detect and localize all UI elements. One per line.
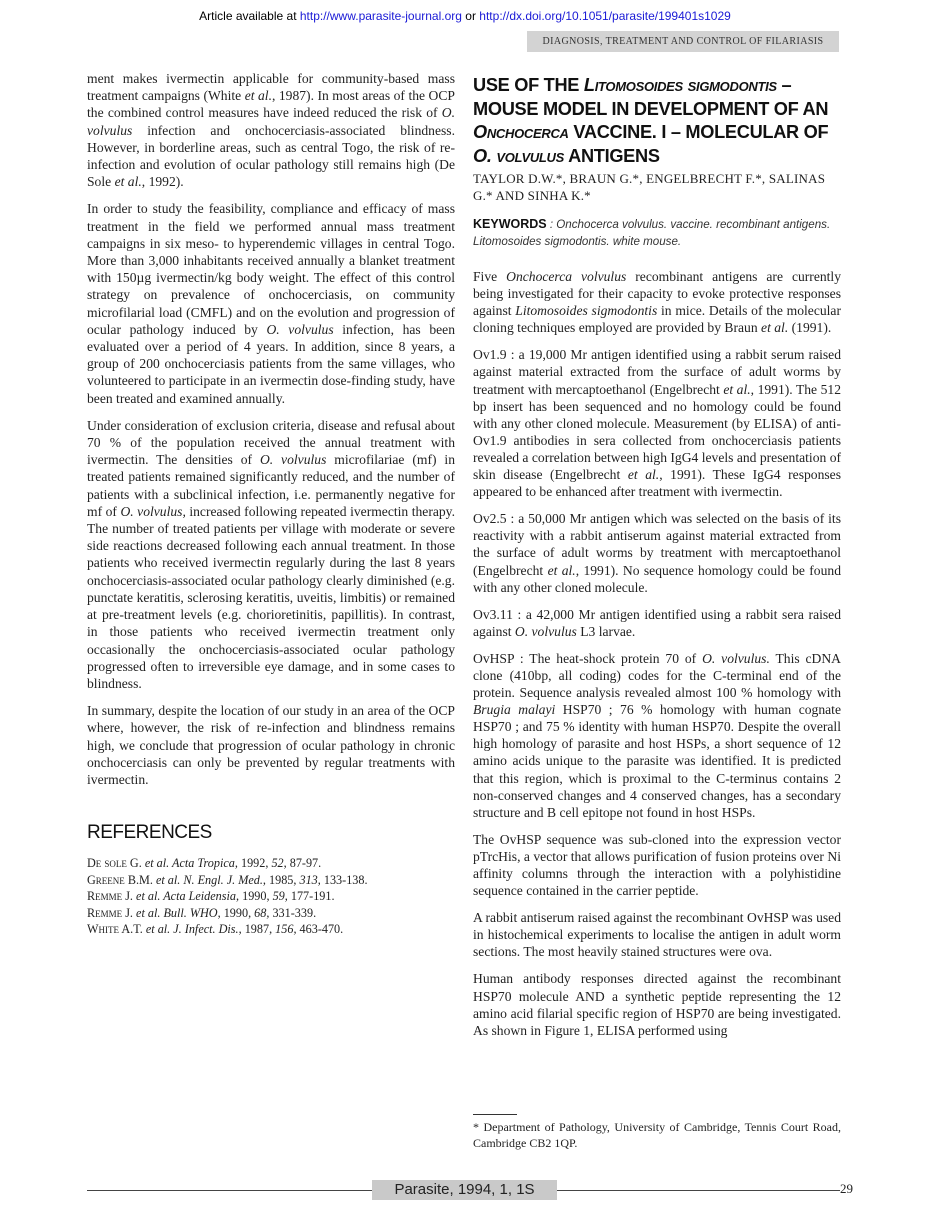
- text-run: HSP70 ; 76 % homology with human cognate HSP70 ; and 75 % identity with human HSP70. Despite the overall high homology of parasite and host HSPs, a short sequence of 12 amino acids unique to the parasite was identified. It is predicted that this region, which is proximal to the C-terminus contains 2 non-conserved changes and 4 conserved changes, has a secondary structure and B cell epitope not found in host HSPs.: [473, 702, 841, 820]
- italic-text: Onchocerca volvulus: [506, 269, 627, 284]
- title-scientific-name: Litomosoides sigmodontis: [583, 75, 777, 95]
- author-surname: Remme: [87, 905, 123, 920]
- page-number: 29: [840, 1181, 853, 1196]
- text-run: ANTIGENS: [564, 145, 660, 166]
- text-run: The OvHSP sequence was sub-cloned into the expression vector pTrcHis, a vector that allows purification of fusion proteins over Ni affinity columns through the interaction with a polyhistidine sequence contained in the carrier peptide.: [473, 831, 841, 899]
- italic-text: O. volvulus: [514, 623, 577, 639]
- right-paragraph-1: [473, 268, 841, 336]
- text-run: 463-470.: [296, 922, 344, 937]
- reference-item: [87, 905, 455, 922]
- text-run: 1992,: [237, 856, 272, 871]
- text-run: , 1991). The 512 bp insert has been sequenced and no homology could be found with any other cloned molecule. Measurement (by ELISA) of anti-Ov1.9 antibodies in sera collected from onchocerciasis patients revealed a correlation between high IgG4 levels and presentation of skin disease (Engelbrecht: [473, 381, 842, 483]
- footer-rule-right: [557, 1190, 840, 1191]
- text-run: (1991).: [788, 320, 832, 336]
- text-run: 133-138.: [320, 872, 368, 887]
- italic-text: O. volvulus.: [702, 650, 770, 666]
- right-paragraph-4: [473, 606, 841, 640]
- text-run: Under consideration of exclusion criteria, disease and refusal about 70 % of the population received the annual treatment with ivermectin. The densities of: [87, 417, 455, 468]
- italic-text: et al. J. Infect. Dis.,: [145, 922, 242, 937]
- italic-text: et al. N. Engl. J. Med.,: [155, 872, 266, 887]
- text-run: – MOUSE MODEL IN DEVELOPMENT OF AN: [473, 75, 829, 119]
- text-run: 87-97.: [286, 856, 322, 871]
- reference-item: [87, 921, 455, 938]
- references-heading: REFERENCES: [87, 822, 212, 844]
- availability-prefix: Article available at: [199, 9, 300, 23]
- keywords-text: : Onchocerca volvulus. vaccine. recombinant antigens. Litomosoides sigmodontis. white mouse.: [473, 218, 831, 248]
- text-run: In summary, despite the location of our study in an area of the OCP where, however, the risk of re-infection and blindness remains high, we conclude that progression of ocular pathology in chronic onchocerciasis can only be prevented by regular treatments with ivermectin.: [87, 703, 455, 787]
- availability-notice: [0, 9, 930, 23]
- text-run: 1990,: [220, 905, 255, 920]
- keywords-label: KEYWORDS: [473, 217, 547, 231]
- text-run: , 1991). No sequence homology could be found with any other cloned molecule.: [473, 562, 841, 595]
- text-run: , 1992).: [141, 174, 184, 190]
- italic-text: et al.: [114, 174, 142, 190]
- right-paragraph-7: [473, 909, 841, 960]
- left-paragraph-1: [87, 70, 455, 190]
- text-run: J.: [122, 905, 137, 920]
- footer-rule-left: [87, 1190, 372, 1191]
- right-paragraph-5: [473, 650, 841, 821]
- left-column: [87, 70, 455, 938]
- italic-text: 156,: [275, 922, 297, 937]
- text-run: G.: [126, 856, 145, 871]
- text-run: infection, has been evaluated over a period of 4 years. In addition, since 8 years, a group of 200 onchocerciasis patients from the same villages, who volunteered to participate in an ivermectin dose-finding study, have been treated and examined annually.: [87, 321, 455, 406]
- text-run: in mice. Details of the molecular cloning techniques employed are provided by Braun: [473, 303, 841, 336]
- italic-text: 313,: [299, 872, 321, 887]
- right-column: [473, 70, 841, 1049]
- italic-text: 52,: [271, 856, 287, 871]
- italic-text: Brugia malayi: [473, 702, 556, 718]
- author-surname: Remme: [87, 889, 123, 904]
- italic-text: et al.: [244, 88, 272, 104]
- text-run: 1987,: [241, 922, 276, 937]
- text-run: , 1987). In most areas of the OCP the combined control measures have indeed reduced the risk of: [87, 88, 455, 121]
- italic-text: 68,: [254, 905, 270, 920]
- italic-text: et al. Acta Tropica,: [144, 856, 238, 871]
- italic-text: et al.: [627, 467, 660, 483]
- right-paragraph-8: [473, 970, 841, 1038]
- author-surname: De sole: [87, 856, 127, 871]
- text-run: A.T.: [119, 922, 146, 937]
- text-run: This cDNA clone (410bp, all coding) codes for the C-terminal end of the protein. Sequence analysis revealed almost 100 % homology with: [473, 650, 841, 701]
- text-run: A rabbit antiserum raised against the recombinant OvHSP was used in histochemical experiments to localise the antigen in adult worm sections. The most heavily stained structures were ova.: [473, 910, 841, 960]
- text-run: Ov3.11 : a 42,000 Mr antigen identified using a rabbit sera raised against: [473, 606, 841, 639]
- italic-text: et al.: [723, 381, 751, 397]
- text-run: Ov1.9 : a 19,000 Mr antigen identified using a rabbit serum raised against material extracted from the surface of adult worms by treatment with mercaptoethanol (Engelbrecht: [473, 347, 841, 397]
- affiliation-footnote: * Department of Pathology, University of Cambridge, Tennis Court Road, Cambridge CB2 1QP.: [473, 1120, 841, 1150]
- italic-text: O. volvulus: [259, 452, 327, 468]
- text-run: 331-339.: [269, 905, 317, 920]
- right-paragraph-6: [473, 831, 841, 899]
- text-run: B.M.: [124, 872, 156, 887]
- italic-text: et al.: [761, 320, 789, 336]
- author-surname: Greene: [87, 872, 125, 887]
- availability-connector: or: [461, 9, 480, 23]
- left-paragraph-3: [87, 417, 455, 692]
- text-run: , 1991). These IgG4 responses appeared to be enhanced after treatment with ivermectin.: [473, 467, 841, 500]
- text-run: L3 larvae.: [576, 623, 636, 639]
- italic-text: 59,: [272, 889, 288, 904]
- text-run: microfilariae (mf) in treated patients remained significantly reduced, and the number of patients with a subclinical infection, i.e. permanently negative for mf of: [87, 452, 455, 519]
- authors: TAYLOR D.W.*, BRAUN G.*, ENGELBRECHT F.*, SALINAS G.* AND SINHA K.*: [473, 171, 826, 203]
- left-paragraph-4: [87, 702, 455, 788]
- right-body: [473, 268, 841, 1039]
- doi-link[interactable]: http://dx.doi.org/10.1051/parasite/199401s1029: [479, 9, 731, 23]
- italic-text: et al.: [547, 562, 576, 578]
- title-scientific-name: O. volvulus: [473, 145, 565, 166]
- reference-item: [87, 855, 455, 872]
- text-run: 1990,: [239, 889, 273, 904]
- text-run: Five: [473, 269, 507, 284]
- text-run: J.: [122, 889, 137, 904]
- journal-citation: Parasite, 1994, 1, 1S: [372, 1180, 557, 1200]
- reference-item: [87, 888, 455, 905]
- title-scientific-name: Onchocerca: [473, 122, 569, 142]
- text-run: ment makes ivermectin applicable for community-based mass treatment campaigns (White: [87, 71, 455, 104]
- right-paragraph-3: [473, 510, 841, 595]
- text-run: increased following repeated ivermectin therapy. The number of treated patients per village with moderate or severe side reactions decreased following each annual treatment. In those patients who received ivermectin regularly during the last 8 years onchocerciasis-associated ocular pathology clearly diminished (e.g. punctate keratitis, sclerosing keratitis, uveitis, limbitis) or remained at pre-treatment levels (e.g. chorioretinitis, papillitis). In contrast, in those patients who received ivermectin treatment only occasionally the onchocerciasis-associated ocular pathology progressed often to irreversible eye damage, and in some cases to blindness.: [87, 503, 455, 691]
- text-run: OvHSP : The heat-shock protein 70 of: [473, 650, 703, 666]
- text-run: recombinant antigens are currently being investigated for their capacity to evoke protective responses against: [473, 269, 842, 319]
- italic-text: O. volvulus,: [120, 503, 186, 519]
- text-run: 177-191.: [287, 889, 335, 904]
- keywords: [473, 216, 841, 250]
- reference-item: [87, 872, 455, 889]
- text-run: infection and onchocerciasis-associated blindness. However, in borderline areas, such as central Togo, the risk of re-infection and evolution of ocular pathology still remains high (De Sole: [87, 122, 455, 190]
- italic-text: O. volvulus: [87, 105, 455, 138]
- text-run: Human antibody responses directed against the recombinant HSP70 molecule AND a synthetic peptide representing the 12 amino acid filarial specific region of HSP70 are being investigated. As shown in Figure 1, ELISA performed using: [473, 971, 841, 1038]
- article-title: [473, 74, 841, 168]
- footnote-rule: [473, 1114, 517, 1115]
- text-run: USE OF THE: [473, 75, 584, 95]
- italic-text: O. volvulus: [266, 321, 334, 337]
- author-surname: White: [87, 922, 119, 937]
- text-run: 1985,: [265, 872, 300, 887]
- references-list: [87, 855, 455, 938]
- left-paragraph-2: [87, 200, 455, 406]
- journal-link[interactable]: http://www.parasite-journal.org: [299, 9, 462, 23]
- right-paragraph-2: [473, 346, 841, 500]
- italic-text: et al. Bull. WHO,: [136, 905, 221, 920]
- text-run: VACCINE. I – MOLECULAR OF: [568, 122, 829, 142]
- section-header: DIAGNOSIS, TREATMENT AND CONTROL OF FILARIASIS: [527, 31, 839, 52]
- text-run: Ov2.5 : a 50,000 Mr antigen which was selected on the basis of its reactivity with a rabbit antiserum against material extracted from the surface of adult worms by treatment with mercaptoethanol (Engelbrecht: [473, 511, 841, 578]
- text-run: In order to study the feasibility, compliance and efficacy of mass treatment in the field we performed annual mass treatment campaigns in six meso- to hyperendemic villages in central Togo. More than 3,000 inhabitants received annually a blanket treatment with 150µg ivermectin/kg body weight. The effect of this control strategy on prevalence of onchocerciasis, on community microfilarial load (CMFL) and on the evolution and progression of ocular pathology induced by: [87, 201, 455, 337]
- italic-text: Litomosoides sigmodontis: [515, 303, 658, 319]
- italic-text: et al. Acta Leidensia,: [136, 889, 240, 904]
